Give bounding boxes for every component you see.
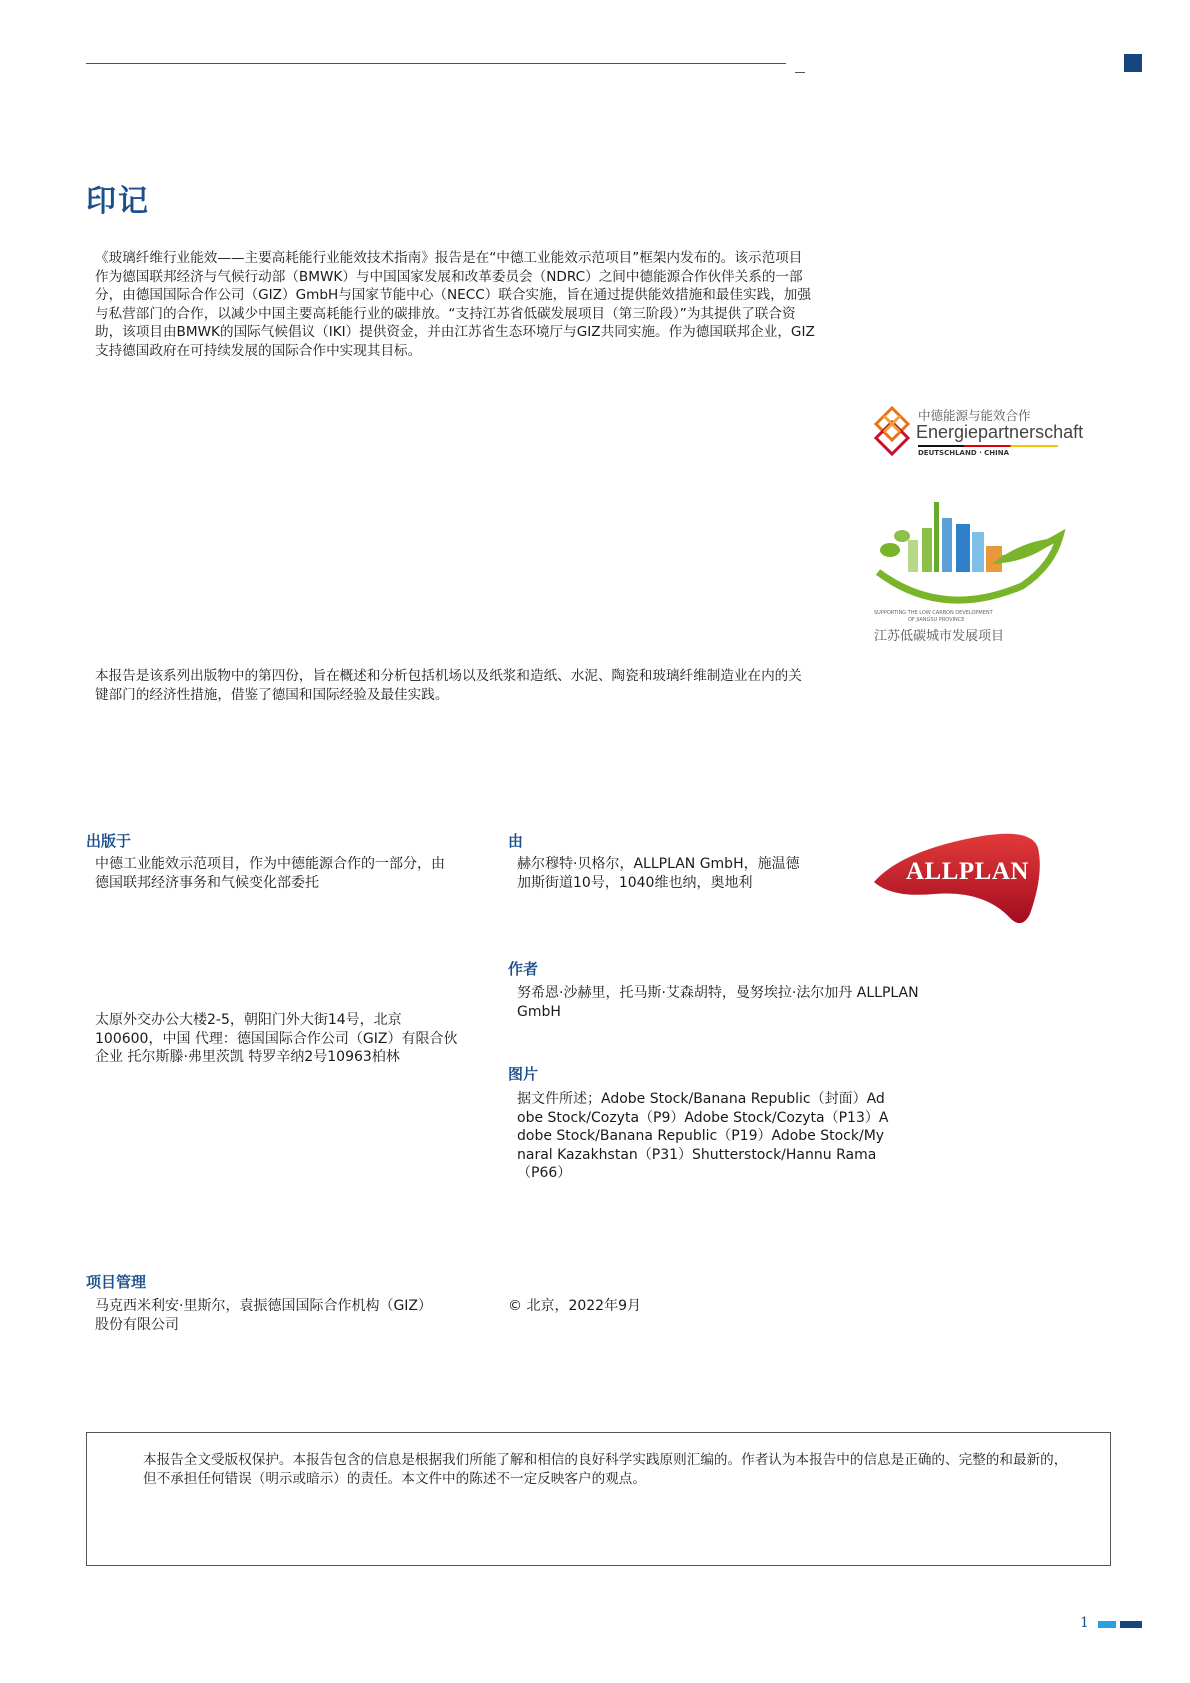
jiangsu-logo-en2: OF JIANGSU PROVINCE xyxy=(908,617,965,623)
page-number: 1 xyxy=(1080,1615,1089,1631)
copyright-text: © 北京，2022年9月 xyxy=(508,1298,641,1314)
page-title: 印记 xyxy=(86,184,150,219)
published-by-address: 太原外交办公大楼2-5，朝阳门外大街14号，北京100600，中国 代理：德国国际合作公司（GIZ）有限合伙企业 托尔斯滕·弗里茨凯 特罗辛纳2号10963柏林 xyxy=(95,1012,458,1065)
project-management-heading: 项目管理 xyxy=(86,1273,147,1291)
energy-logo-de: Energiepartnerschaft xyxy=(916,422,1084,442)
images-heading: 图片 xyxy=(508,1065,539,1083)
images-text: 据文件所述；Adobe Stock/Banana Republic（封面）Adobe Stock/Cozyta（P9）Adobe Stock/Cozyta（P13）Adobe Stock/Banana Republic（P19）Adobe Stock/Mynaral Kazakhstan（P31）Shutterstock/Hannu Rama（P66） xyxy=(517,1091,889,1181)
allplan-logo xyxy=(872,830,1048,930)
allplan-wordmark: ALLPLAN xyxy=(906,858,1029,885)
intro-paragraph: 《玻璃纤维行业能效——主要高耗能行业能效技术指南》报告是在“中德工业能效示范项目”框架内发布的。该示范项目作为德国联邦经济与气候行动部（BMWK）与中国国家发展和改革委员会（NDRC）之间中德能源合作伙伴关系的一部分，由德国国际合作公司（GIZ）GmbH与国家节能中心（NECC）联合实施，旨在通过提供能效措施和最佳实践，加强与私营部门的合作，以减少中国主要高耗能行业的碳排放。“支持江苏省低碳发展项目（第三阶段）”为其提供了联合资助，该项目由BMWK的国际气候倡议（IKI）提供资金，并由江苏省生态环境厅与GIZ共同实施。作为德国联邦企业，GIZ支持德国政府在可持续发展的国际合作中实现其目标。 xyxy=(95,250,815,359)
jiangsu-logo-en1: SUPPORTING THE LOW CARBON DEVELOPMENT xyxy=(874,610,993,616)
authors-heading: 作者 xyxy=(508,960,539,978)
energy-logo-cn: 中德能源与能效合作 xyxy=(918,408,1031,423)
jiangsu-logo-cn: 江苏低碳城市发展项目 xyxy=(874,629,1005,644)
header-rule xyxy=(86,63,786,64)
jiangsu-logo xyxy=(872,500,1072,646)
footer-bar-dark xyxy=(1120,1621,1142,1628)
authors-text: 努希恩·沙赫里，托马斯·艾森胡特，曼努埃拉·法尔加丹 ALLPLAN GmbH xyxy=(517,985,919,1020)
series-note-paragraph: 本报告是该系列出版物中的第四份，旨在概述和分析包括机场以及纸浆和造纸、水泥、陶瓷和玻璃纤维制造业在内的关键部门的经济性措施，借鉴了德国和国际经验及最佳实践。 xyxy=(95,668,802,703)
by-text: 赫尔穆特·贝格尔，ALLPLAN GmbH，施温德加斯街道10号，1040维也纳，奥地利 xyxy=(517,856,800,891)
energy-partnership-logo xyxy=(872,404,1084,464)
energy-partnership-knot-icon xyxy=(872,404,912,460)
footer-bar-light xyxy=(1098,1621,1116,1628)
published-by-heading: 出版于 xyxy=(86,832,132,850)
by-heading: 由 xyxy=(508,832,524,850)
project-management-text: 马克西米利安·里斯尔，袁振德国国际合作机构（GIZ）股份有限公司 xyxy=(95,1298,433,1333)
header-dash xyxy=(795,72,805,73)
jiangsu-city-leaf-icon xyxy=(872,500,1066,604)
published-by-text: 中德工业能效示范项目，作为中德能源合作的一部分，由德国联邦经济事务和气候变化部委托 xyxy=(95,856,445,891)
disclaimer-text: 本报告全文受版权保护。本报告包含的信息是根据我们所能了解和相信的良好科学实践原则汇编的。作者认为本报告中的信息是正确的、完整的和最新的，但不承担任何错误（明示或暗示）的责任。本文件中的陈述不一定反映客户的观点。 xyxy=(143,1452,1068,1487)
energy-logo-flag-bar xyxy=(918,445,1058,447)
energy-logo-sub: DEUTSCHLAND · CHINA xyxy=(918,449,1010,457)
header-square xyxy=(1124,54,1142,72)
